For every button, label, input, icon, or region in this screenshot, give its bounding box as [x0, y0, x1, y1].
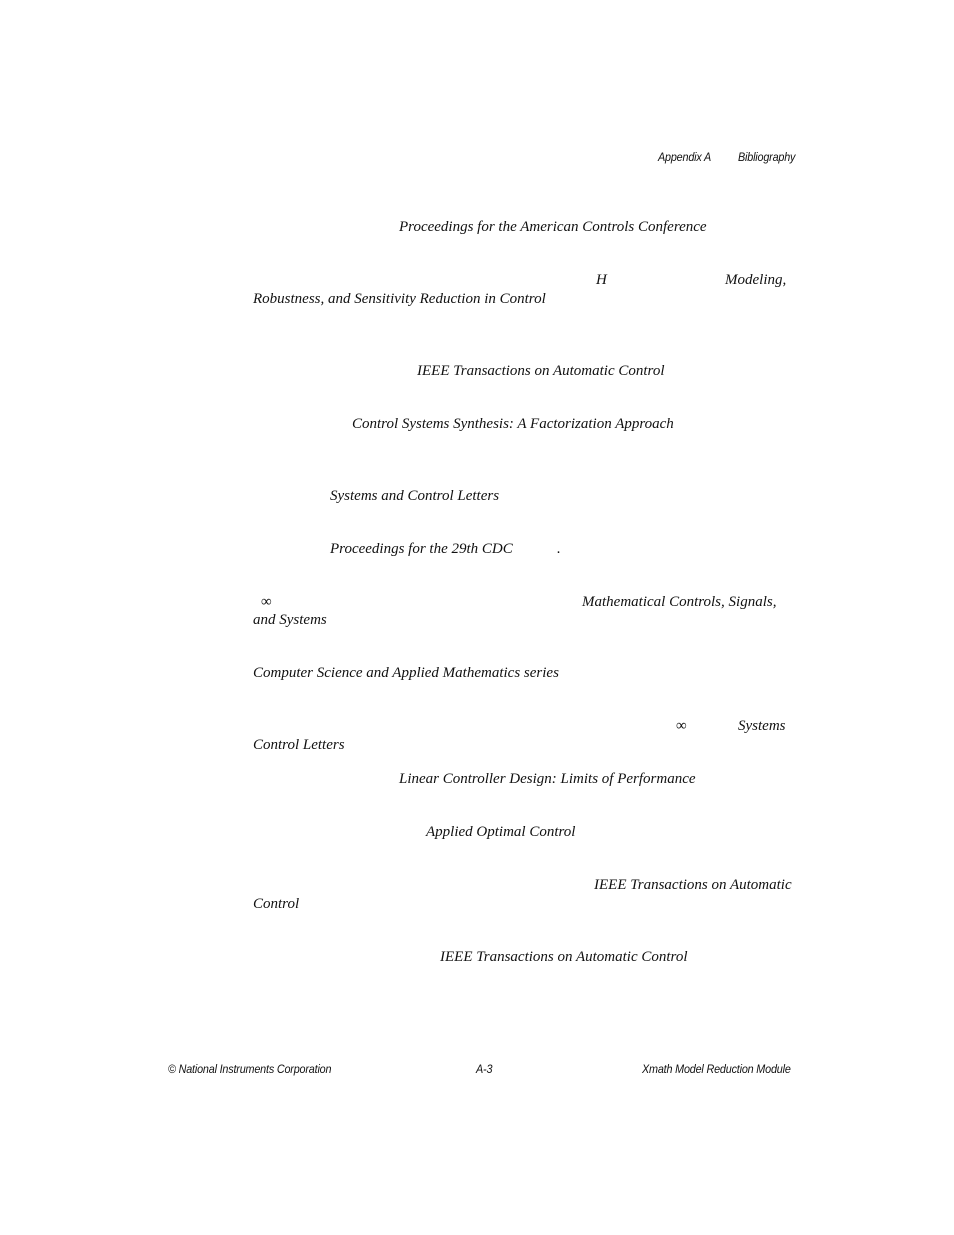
bib-entry-11-title: Applied Optimal Control: [426, 824, 576, 840]
bib-entry-9-infinity-symbol: ∞: [676, 718, 687, 734]
bib-entry-5-journal: Systems and Control Letters: [330, 488, 500, 504]
bib-entry-2-title-part1: Modeling,: [725, 272, 787, 288]
bib-entry-3-journal: IEEE Transactions on Automatic Control: [417, 363, 665, 379]
bib-entry-6-period: .: [557, 541, 561, 557]
bib-entry-2-title-part2: Robustness, and Sensitivity Reduction in Control: [253, 291, 546, 307]
footer-copyright: © National Instruments Corporation: [168, 1062, 332, 1076]
bib-entry-9-journal-part2: Control Letters: [253, 737, 345, 753]
bib-entry-10-title: Linear Controller Design: Limits of Performance: [399, 771, 696, 787]
bib-entry-2-symbol: H: [596, 272, 607, 288]
bib-entry-12-journal-part2: Control: [253, 896, 300, 912]
bib-entry-7-journal-part1: Mathematical Controls, Signals,: [582, 594, 777, 610]
bib-entry-6-title: Proceedings for the 29th CDC: [330, 541, 513, 557]
header-section-title: Bibliography: [738, 150, 796, 164]
bib-entry-7-infinity-symbol: ∞: [261, 594, 272, 610]
footer-page-number: A-3: [476, 1062, 493, 1076]
bib-entry-4-title: Control Systems Synthesis: A Factorization Approach: [352, 416, 674, 432]
header-appendix: Appendix A: [658, 150, 712, 164]
bib-entry-8-series: Computer Science and Applied Mathematics series: [253, 665, 559, 681]
bib-entry-9-journal-part1: Systems: [738, 718, 786, 734]
footer-manual-title: Xmath Model Reduction Module: [642, 1062, 791, 1076]
bib-entry-7-journal-part2: and Systems: [253, 612, 327, 628]
bib-entry-13-journal: IEEE Transactions on Automatic Control: [440, 949, 688, 965]
bib-entry-12-journal-part1: IEEE Transactions on Automatic: [594, 877, 792, 893]
bib-entry-1-title: Proceedings for the American Controls Conference: [399, 219, 707, 235]
